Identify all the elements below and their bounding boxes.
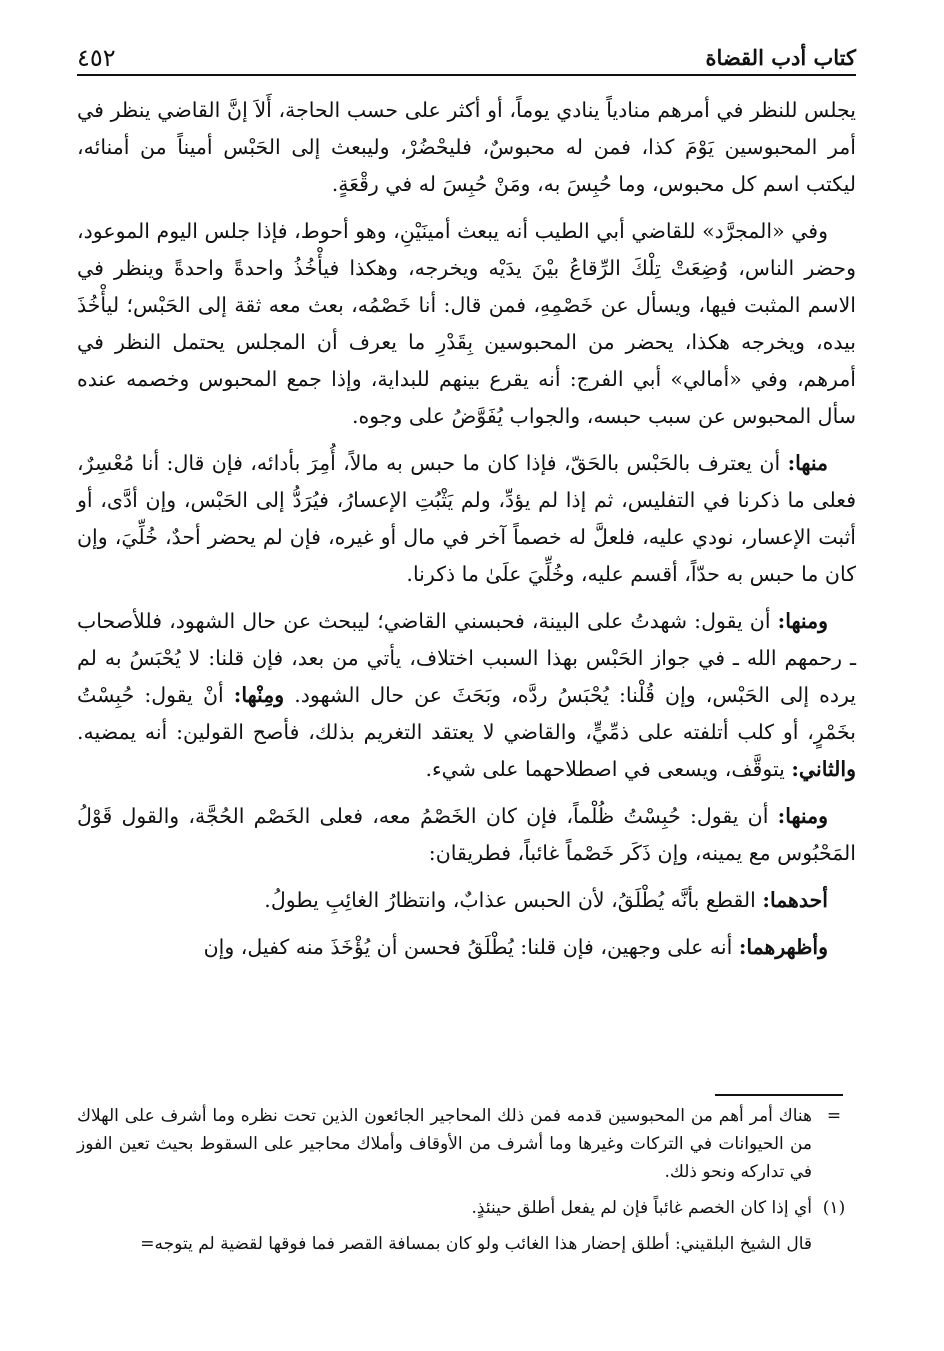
- footnote: [77, 1102, 856, 1186]
- lead-word: والثاني:: [791, 757, 856, 781]
- main-text: [77, 92, 856, 976]
- book-title: كتاب أدب القضاة: [705, 45, 856, 70]
- footnote-marker: (١): [822, 1198, 846, 1218]
- footnote-divider: [715, 1094, 843, 1096]
- footnotes: [77, 1102, 856, 1266]
- footnote: [77, 1194, 856, 1222]
- paragraph-4: [77, 603, 856, 788]
- footnote-marker: [812, 1230, 856, 1258]
- lead-word: ومنها:: [777, 609, 828, 633]
- paragraph-2: وفي «المجرَّد» للقاضي أبي الطيب أنه يبعث أمينَيْنِ، وهو أحوط، فإذا جلس اليوم الموعود، وحضر الناس، وُضِعَتْ تِلْكَ الرِّقاعُ بيْنَ يدَيْه ويخرجه، وهكذا فيأْخُذُ واحدةً واحدةً وينظر في الاسم المثبت فيها، ويسأل عن خَصْمِهِ، فمن قال: أنا خَصْمُه، بعث معه ثقة إلى الحَبْس؛ ليأْخُذَ بيده، ويخرجه هكذا، يحضر من المحبوسين بِقَدْرِ ما يعرف أن المجلس يحتمل النظر في أمرهم، وفي «أمالي» أبي الفرج: أنه يقرع بينهم للبداية، وإذا جمع المحبوس وخصمه عنده سأل المحبوس عن سبب حبسه، والجواب يُفَوَّضُ على وجوه.: [77, 219, 856, 428]
- paragraph-1: يجلس للنظر في أمرهم منادياً ينادي يوماً، أو أكثر على حسب الحاجة، أَلاَ إنَّ القاضي ينظر في أمر المحبوسين يَوْمَ كذا، فمن له محبوسٌ، فليحْضُرْ، وليبعث إلى الحَبْس أميناً من أمنائه، ليكتب اسم كل محبوس، وما حُبِسَ به، ومَنْ حُبِسَ له في رقْعَةٍ.: [77, 98, 856, 196]
- footnote-marker: =: [826, 1106, 842, 1126]
- footnote: [77, 1230, 856, 1258]
- paragraph-text: أنه على وجهين، فإن قلنا: يُطْلَقُ فحسن أن يُؤْخَذَ منه كفيل، وإن: [203, 935, 739, 959]
- paragraph-6: [77, 882, 856, 919]
- lead-word: وأظهرهما:: [738, 935, 828, 959]
- paragraph-7: [77, 929, 856, 966]
- paragraph-text: القطع بأنَّه يُطْلَقُ، لأن الحبس عذابٌ، وانتظارُ الغائِبِ يطولُ.: [264, 888, 763, 912]
- lead-word: أحدهما:: [762, 888, 828, 912]
- footnote-text: أي إذا كان الخصم غائباً فإن لم يفعل أطلق حينئذٍ.: [471, 1198, 812, 1218]
- running-header: [77, 34, 856, 76]
- paragraph-3: [77, 445, 856, 593]
- paragraph-text: أن يقول: شهدتُ على البينة، فحبسني القاضي؛ ليبحث عن حال الشهود، فللأصحاب ـ رحمهم الله ـ في جواز الحَبْس بهذا السبب اختلاف، يأتي من بعد، فإن قلنا: لا يُحْبَسُ به لم يرده إلى الحَبْس، وإن قُلْنا: يُحْبَسُ ردَّه، وبَحَثَ عن حال الشهود.: [77, 609, 856, 707]
- lead-word: منها:: [787, 451, 828, 475]
- lead-word: ومِنْها:: [233, 683, 285, 707]
- footnote-text: قال الشيخ البلقيني: أطلق إحضار هذا الغائب ولو كان بمسافة القصر فما فوقها لقضية لم يتوجه=: [140, 1234, 812, 1254]
- paragraph-text: أن يقول: حُبِسْتُ ظُلْماً، فإن كان الخَصْمُ معه، فعلى الخَصْم الحُجَّة، والقول قَوْلُ المَحْبُوس مع يمينه، وإن ذَكَر خَصْماً غائباً، فطريقان:: [77, 804, 856, 865]
- paragraph-text: أنْ يقول: حُبِسْتُ بخَمْرٍ، أو كلب أتلفته على ذمِّيٍّ، والقاضي لا يعتقد التغريم بذلك، فأصح القولين: أنه يمضيه.: [77, 683, 856, 744]
- footnote-text: هناك أمر أهم من المحبوسين قدمه فمن ذلك المحاجير الجائعون الذين تحت نظره وما أشرف على الهلاك من الحيوانات في التركات وغيرها وما أشرف من الأوقاف وأملاك محاجير على السقوط بحيث تعين الفوز في تداركه ونحو ذلك.: [77, 1106, 812, 1182]
- page-number: ٤٥٢: [77, 44, 116, 72]
- lead-word: ومنها:: [777, 804, 828, 828]
- paragraph-5: [77, 798, 856, 872]
- paragraph-text: أن يعترف بالحَبْس بالحَقّ، فإذا كان ما حبس به مالاً، أُمِرَ بأدائه، فإن قال: أنا مُعْسِرٌ، فعلى ما ذكرنا في التفليس، ثم إذا لم يؤدِّ، ولم يَثْبُتِ الإعسارُ، فيُرَدُّ إلى الحَبْس، وإن أدَّى، أو أثبت الإعسار، نودي عليه، فلعلَّ له خصماً آخر في مال أو غيره، فإن لم يحضر أحدٌ، خُلِّيَ، وإن كان ما حبس به حدّاً، أقسم عليه، وخُلِّيَ علَىٰ ما ذكرنا.: [77, 451, 856, 586]
- paragraph-text: يتوقَّف، ويسعى في اصطلاحهما على شيء.: [425, 757, 792, 781]
